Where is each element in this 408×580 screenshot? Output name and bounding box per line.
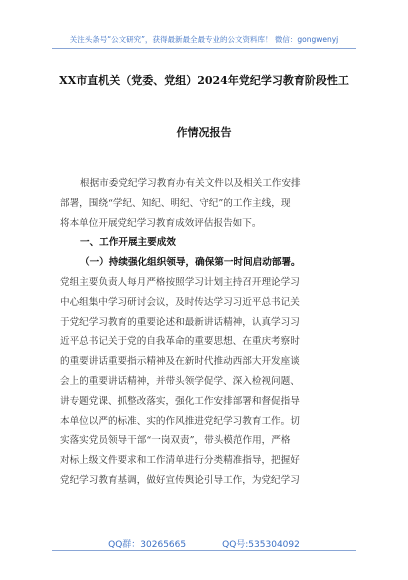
paragraph-line: 近平总书记关于党的自我革命的重要思想、在重庆考察时 [60,336,300,348]
paragraph-line: 会上的重要讲话精神，并带头领学促学、深入检视问题、 [60,375,300,387]
paragraph-line: 于党纪学习教育的重要论述和最新讲话精神，认真学习习 [60,316,300,328]
document-title-line-2: 作情况报告 [176,126,232,139]
footer-qq-number: QQ号:535304092 [222,540,300,550]
header-divider [52,48,356,49]
section-heading: 一、工作开展主要成效 [80,237,176,249]
footer-divider [52,550,356,551]
document-title-line-1: XX市直机关（党委、党组）2024年党纪学习教育阶段性工 [59,74,349,87]
subsection-heading: （一）持续强化组织领导，确保第一时间启动部署。 [80,257,301,269]
paragraph-line: 将本单位开展党纪学习教育成效评估报告如下。 [60,217,262,229]
paragraph-line: 党纪学习教育基调，做好宣传舆论引导工作，为党纪学习 [60,474,300,486]
document-body [60,174,348,491]
paragraph-line: 根据市委党纪学习教育办有关文件以及相关工作安排 [80,178,301,189]
paragraph-line: 党组主要负责人每月严格按照学习计划主持召开理论学习 [60,276,300,288]
paragraph-line: 本单位以严的标准、实的作风推进党纪学习教育工作。切 [60,415,300,427]
paragraph-line: 中心组集中学习研讨会议，及时传达学习习近平总书记关 [60,296,300,308]
header-note: 关注头条号“公文研究”，获得最新最全最专业的公文资料库！ 微信：gongwenyj [69,35,339,44]
paragraph-line: 部署，围绕“学纪、知纪、明纪、守纪”的工作主线，现 [60,197,291,209]
paragraph-line: 讲专题党课、抓整改落实，强化工作安排部署和督促指导 [60,395,300,407]
paragraph-line: 对标上级文件要求和工作清单进行分类精准指导，把握好 [60,455,300,467]
paragraph-line: 的重要讲话重要指示精神及在新时代推动西部大开发座谈 [60,356,300,368]
footer-qq-group: QQ群：30265665 [108,540,187,550]
paragraph-line: 实落实党员领导干部“一岗双责”，带头模范作用，严格 [60,435,291,447]
footer-contact [0,537,408,550]
